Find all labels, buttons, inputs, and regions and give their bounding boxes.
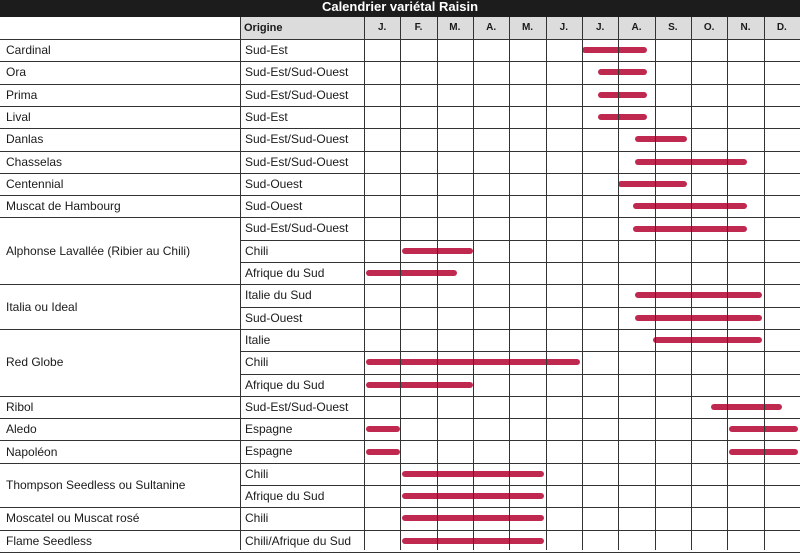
variety-name: Ora xyxy=(6,65,27,80)
variety-name: Red Globe xyxy=(6,355,64,370)
availability-bar xyxy=(618,181,687,187)
variety-name: Flame Seedless xyxy=(6,533,93,548)
origin-label: Afrique du Sud xyxy=(245,266,325,280)
row-divider xyxy=(240,262,800,263)
availability-bar xyxy=(598,69,647,75)
origin-label: Afrique du Sud xyxy=(245,489,325,503)
origin-label: Sud-Ouest xyxy=(245,310,303,325)
variety-name: Napoléon xyxy=(6,444,58,459)
availability-bar xyxy=(366,382,473,388)
variety-name: Ribol xyxy=(6,399,34,414)
variety-name: Alphonse Lavallée (Ribier au Chili) xyxy=(6,243,191,258)
origin-label: Italie du Sud xyxy=(245,288,312,303)
column-divider xyxy=(546,17,547,550)
availability-bar xyxy=(653,337,762,343)
column-divider xyxy=(727,17,728,550)
variety-name: Aledo xyxy=(6,422,37,437)
availability-bar xyxy=(366,270,457,276)
variety-name: Chasselas xyxy=(6,154,63,169)
month-header-11: N. xyxy=(740,22,751,33)
variety-calendar-table xyxy=(0,17,800,550)
origin-label: Sud-Est/Sud-Ouest xyxy=(245,221,349,236)
availability-bar xyxy=(582,47,647,53)
month-header-7: J. xyxy=(595,22,605,33)
availability-bar xyxy=(711,404,782,410)
availability-bar xyxy=(366,426,401,432)
origin-label: Sud-Ouest xyxy=(245,176,303,191)
month-header-12: D. xyxy=(776,22,787,33)
origin-label: Espagne xyxy=(245,444,293,459)
header-origin-label: Origine xyxy=(244,22,283,34)
availability-bar xyxy=(598,92,647,98)
month-header-1: J. xyxy=(377,22,387,33)
month-header-2: F. xyxy=(414,22,423,33)
origin-label: Sud-Est/Sud-Ouest xyxy=(245,399,349,414)
row-divider xyxy=(240,374,800,375)
column-divider xyxy=(618,17,619,550)
origin-label: Sud-Est/Sud-Ouest xyxy=(245,132,349,147)
column-divider xyxy=(473,17,474,550)
variety-name: Thompson Seedless ou Sultanine xyxy=(6,478,186,492)
origin-label: Sud-Est xyxy=(245,109,288,124)
variety-name: Lival xyxy=(6,110,31,125)
month-header-8: A. xyxy=(631,22,642,33)
origin-label: Chili xyxy=(245,355,269,370)
column-divider xyxy=(582,17,583,550)
variety-name: Cardinal xyxy=(6,43,51,58)
column-divider xyxy=(764,17,765,550)
column-divider xyxy=(437,17,438,550)
availability-bar xyxy=(598,114,647,120)
availability-bar xyxy=(635,136,688,142)
origin-label: Chili xyxy=(245,466,269,481)
column-divider xyxy=(509,17,510,550)
month-header-9: S. xyxy=(668,22,678,33)
availability-bar xyxy=(366,449,401,455)
origin-label: Italie xyxy=(245,332,271,347)
origin-label: Chili/Afrique du Sud xyxy=(245,533,352,548)
row-divider xyxy=(240,307,800,308)
origin-label: Chili xyxy=(245,243,269,258)
month-header-6: J. xyxy=(559,22,568,33)
variety-name: Danlas xyxy=(6,132,44,147)
origin-label: Sud-Est/Sud-Ouest xyxy=(245,65,349,80)
month-header-5: M. xyxy=(521,22,534,33)
column-divider xyxy=(400,17,401,550)
column-divider xyxy=(691,17,692,550)
column-divider xyxy=(240,17,241,550)
row-divider xyxy=(240,485,800,486)
origin-label: Espagne xyxy=(245,422,293,437)
variety-name: Moscatel ou Muscat rosé xyxy=(6,511,140,526)
variety-name: Italia ou Ideal xyxy=(6,299,78,314)
month-header-4: A. xyxy=(486,22,497,33)
variety-name: Prima xyxy=(6,87,38,102)
row-divider xyxy=(240,240,800,241)
origin-label: Sud-Est/Sud-Ouest xyxy=(245,154,349,169)
origin-label: Chili xyxy=(245,511,269,526)
month-header-10: O. xyxy=(703,22,715,33)
origin-label: Sud-Est xyxy=(245,43,288,57)
origin-label: Afrique du Sud xyxy=(245,377,325,392)
column-divider xyxy=(655,17,656,550)
origin-label: Sud-Est/Sud-Ouest xyxy=(245,87,349,102)
origin-label: Sud-Ouest xyxy=(245,199,303,214)
variety-name: Centennial xyxy=(6,176,64,191)
row-divider xyxy=(240,351,800,352)
column-divider xyxy=(364,17,365,550)
variety-name: Muscat de Hambourg xyxy=(6,199,121,214)
calendar-title: Calendrier variétal Raisin xyxy=(0,0,800,17)
month-header-3: M. xyxy=(449,22,461,33)
